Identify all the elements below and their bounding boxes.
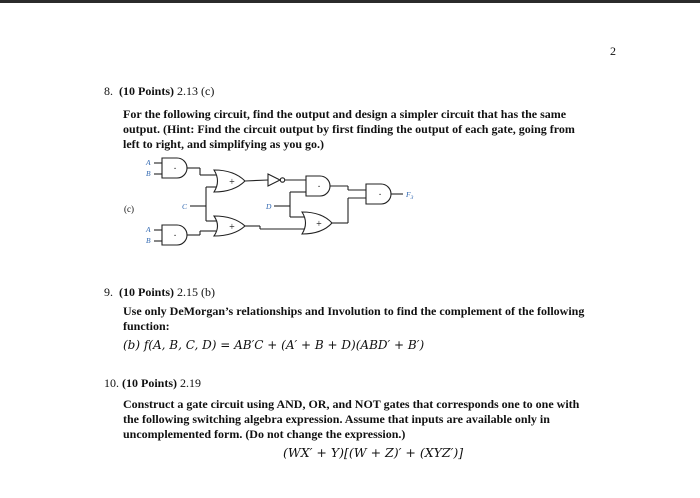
question-8-body — [123, 107, 575, 152]
body-line: output. (Hint: Find the circuit output by first finding the output of each gate, going from — [123, 122, 575, 136]
question-10-header — [104, 376, 201, 391]
or-symbol: + — [229, 177, 235, 188]
body-line: uncomplemented form. (Do not change the expression.) — [123, 427, 406, 441]
question-number: 10. — [104, 376, 119, 390]
body-line: the following switching algebra expression. Assume that inputs are available only in — [123, 412, 550, 426]
question-points: (10 Points) — [122, 376, 177, 390]
switching-expression: (WX′ + Y)[(W + Z)′ + (XYZ′)] — [283, 445, 464, 460]
output-name: F — [406, 190, 411, 199]
body-line: Use only DeMorgan’s relationships and Involution to find the complement of the following — [123, 304, 585, 318]
body-line: Construct a gate circuit using AND, OR, and NOT gates that corresponds one to one with — [123, 397, 580, 411]
body-line: left to right, and simplifying as you go.) — [123, 137, 325, 151]
question-9-body — [123, 304, 584, 334]
question-ref: 2.19 — [180, 376, 201, 390]
or-symbol: + — [316, 219, 322, 230]
and-symbol: · — [378, 190, 382, 201]
question-8-header — [104, 84, 214, 99]
input-label-b: B — [146, 236, 151, 245]
question-number: 8. — [104, 84, 113, 98]
not-gate — [268, 174, 280, 186]
page-number: 2 — [610, 44, 616, 58]
input-label-b: B — [146, 169, 151, 178]
question-ref: 2.15 (b) — [177, 285, 215, 299]
function-formula: (b) f(A, B, C, D) = AB′C + (A′ + B + D)(ABD′ + B′) — [123, 338, 425, 352]
output-label — [405, 190, 414, 201]
question-ref: 2.13 (c) — [177, 84, 215, 98]
question-points: (10 Points) — [119, 285, 174, 299]
circuit-part-label: (c) — [124, 204, 134, 214]
logic-circuit-diagram — [110, 152, 430, 262]
and-symbol: · — [173, 231, 177, 242]
top-border — [0, 0, 700, 3]
question-9-header — [104, 285, 215, 300]
body-line: For the following circuit, find the output and design a simpler circuit that has the same — [123, 107, 567, 121]
question-10-body — [123, 397, 579, 442]
input-label-d: D — [266, 202, 272, 211]
input-label-a: A — [146, 225, 151, 234]
question-points: (10 Points) — [119, 84, 174, 98]
and-symbol: · — [317, 182, 321, 193]
output-subscript: 3 — [410, 195, 414, 201]
or-symbol: + — [229, 222, 235, 233]
and-symbol: · — [173, 164, 177, 175]
input-label-a: A — [146, 158, 151, 167]
input-label-c: C — [182, 202, 188, 211]
body-line: function: — [123, 319, 170, 333]
question-number: 9. — [104, 285, 113, 299]
